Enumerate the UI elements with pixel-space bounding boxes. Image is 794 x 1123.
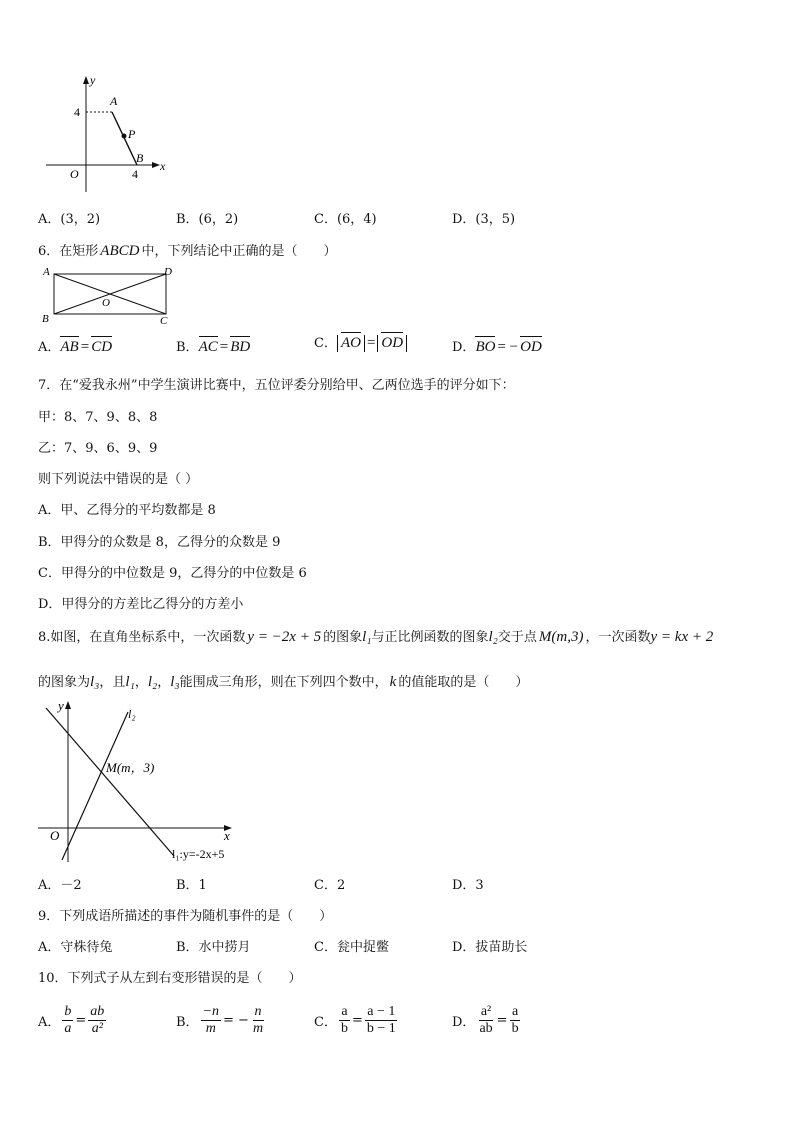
q6-option-d-left: BO	[475, 339, 496, 355]
q10-option-d-d1: ab	[479, 1021, 493, 1036]
q10-option-c[interactable]	[314, 1004, 400, 1037]
q6-option-c-right: OD	[381, 335, 404, 351]
q8-line1-d: 交于点	[497, 630, 537, 645]
q6-option-a-left: AB	[60, 339, 79, 355]
q10-option-a-frac2	[88, 1004, 106, 1037]
q7-question: 则下列说法中错误的是（ ）	[38, 472, 199, 487]
q8-line2-l3b: l₃	[170, 674, 180, 690]
q9-option-d[interactable]: D．拔苗助长	[452, 940, 528, 955]
q8-stem-line1	[38, 626, 713, 646]
q6-stem	[38, 240, 336, 260]
q5-four-y-label: 4	[74, 105, 80, 119]
q10-option-c-frac1	[339, 1004, 350, 1037]
q5-coordinate-figure	[38, 72, 178, 197]
q10-option-c-n2: a − 1	[367, 1004, 396, 1019]
q10-stem: 10．下列式子从左到右变形错误的是（ ）	[38, 971, 302, 986]
q10-option-b-d1: m	[205, 1021, 216, 1036]
q10-option-a-eq: =	[75, 1013, 87, 1028]
q8-line2-l3: l₃	[90, 674, 100, 690]
q6-option-b[interactable]	[176, 336, 250, 356]
q8-line1-l2: l₂	[488, 629, 498, 645]
q6-option-a-label: A．	[38, 340, 61, 355]
q7-option-c[interactable]: C．甲得分的中位数是 9，乙得分的中位数是 6	[38, 566, 307, 581]
q10-option-a-d1: a	[64, 1021, 72, 1036]
q8-line2-a: 的图象为	[38, 675, 91, 690]
q5-option-a[interactable]: A．(3，2)	[38, 212, 101, 227]
q8-function-figure	[34, 698, 244, 866]
q5-x-arrow	[152, 162, 160, 168]
q10-option-b-frac2	[251, 1004, 265, 1037]
q6-label-b: B	[42, 313, 49, 325]
q10-option-a-n1: b	[64, 1004, 72, 1019]
q6-label-a: A	[43, 266, 50, 278]
q6-option-b-right: BD	[230, 339, 251, 355]
q8-line1-l1: l₁	[362, 629, 372, 645]
q10-option-b-n1: −n	[202, 1004, 220, 1019]
q8-line2-l1: l₁	[125, 674, 135, 690]
q6-option-c-right-abs	[377, 335, 407, 352]
q6-option-a-right: CD	[91, 339, 113, 355]
q7-option-d[interactable]: D．甲得分的方差比乙得分的方差小	[38, 597, 244, 612]
q8-origin-label: O	[50, 828, 60, 843]
q10-option-c-n1: a	[341, 1004, 348, 1019]
q8-l2-label: l₂	[128, 707, 136, 721]
q8-l1-label: l₁:y=-2x+5	[172, 847, 225, 861]
q5-four-x-label: 4	[132, 167, 138, 181]
q6-option-c[interactable]	[314, 332, 407, 352]
q10-option-b-label: B．	[176, 1015, 199, 1030]
q8-line-l2	[62, 712, 128, 860]
q7-stem: 7．在“爱我永州”中学生演讲比赛中，五位评委分别给甲、乙两位选手的评分如下：	[38, 378, 515, 393]
q10-option-a-label: A．	[38, 1015, 61, 1030]
q8-line2-c: ，	[134, 675, 148, 690]
q5-origin-label: O	[70, 167, 79, 181]
q10-option-a-d2: a²	[91, 1021, 103, 1036]
q6-option-a[interactable]	[38, 336, 112, 356]
q10-option-d-d2: b	[511, 1021, 519, 1036]
q8-option-d[interactable]: D．3	[452, 878, 484, 893]
q8-line2-b: ，且	[99, 675, 126, 690]
q9-option-b[interactable]: B．水中捞月	[176, 940, 251, 955]
q10-option-a-n2: ab	[90, 1004, 105, 1019]
q8-line1-c: 与正比例函数的图象	[371, 630, 489, 645]
q10-option-b-mid: = −	[223, 1013, 249, 1028]
q10-option-c-frac2	[365, 1004, 398, 1037]
q10-option-c-label: C．	[314, 1015, 337, 1030]
q6-label-d: D	[164, 266, 172, 278]
q6-option-c-label: C．	[314, 336, 337, 351]
q5-option-b[interactable]: B．(6，2)	[176, 212, 239, 227]
q10-option-b[interactable]	[176, 1004, 267, 1037]
q8-line2-l2: l₂	[147, 674, 158, 690]
q6-label-c: C	[160, 315, 168, 326]
q8-line1-a: 8.如图，在直角坐标系中，一次函数	[38, 630, 246, 645]
q8-line2-d: ，	[157, 675, 171, 690]
q10-option-d-eq: =	[496, 1013, 508, 1028]
q6-stem-math: ABCD	[100, 243, 140, 259]
q10-option-c-d2: b − 1	[366, 1021, 396, 1036]
q5-x-label: x	[160, 159, 166, 173]
q10-option-b-frac1	[201, 1004, 221, 1037]
q9-option-c[interactable]: C．瓮中捉鳖	[314, 940, 389, 955]
q6-option-b-left: AC	[198, 339, 218, 355]
q10-option-d-n2: a	[511, 1004, 519, 1019]
q8-line2-e: 能围成三角形，则在下列四个数中，	[179, 675, 388, 690]
q10-option-d-label: D．	[452, 1015, 476, 1030]
q10-option-a[interactable]	[38, 1004, 108, 1037]
q9-option-a[interactable]: A．守株待兔	[38, 940, 113, 955]
q7-option-a[interactable]: A．甲、乙得分的平均数都是 8	[38, 503, 216, 518]
q6-rectangle-figure	[38, 264, 178, 326]
q8-y-arrow	[65, 701, 71, 709]
q10-option-b-d2: m	[252, 1021, 264, 1036]
q5-y-label: y	[90, 73, 96, 87]
q5-option-c[interactable]: C．(6，4)	[314, 212, 377, 227]
q8-line2-k: k	[389, 674, 397, 690]
q8-m-label: M(m，3)	[106, 760, 155, 775]
q8-line2-f: 的值能取的是（ ）	[398, 675, 529, 690]
q5-point-b-label: B	[136, 151, 144, 165]
q10-option-d-n1: a²	[480, 1004, 492, 1019]
q8-option-a[interactable]: A．－2	[38, 878, 82, 893]
q8-option-b[interactable]: B．1	[176, 878, 207, 893]
q8-stem-line2	[38, 671, 528, 691]
q10-option-d[interactable]	[452, 1004, 523, 1037]
q8-line1-b: 的图象	[323, 630, 363, 645]
q10-option-a-frac1	[62, 1004, 73, 1037]
q6-option-c-op: =	[366, 335, 376, 351]
q7-yi-scores: 乙：7、9、6、9、9	[38, 441, 158, 456]
q8-option-c[interactable]: C．2	[314, 878, 346, 893]
q10-option-c-eq: =	[351, 1013, 363, 1028]
q5-point-a-label: A	[110, 94, 118, 108]
q5-option-d[interactable]: D．(3，5)	[452, 212, 516, 227]
q7-jia-scores: 甲：8、7、9、8、8	[38, 410, 158, 425]
q5-point-p-label: P	[128, 127, 136, 141]
q10-option-b-n2: n	[254, 1004, 262, 1019]
q6-label-o: O	[102, 297, 110, 309]
q6-option-b-label: B．	[176, 340, 199, 355]
q6-option-b-op: =	[219, 339, 229, 355]
q6-option-c-left: AO	[340, 335, 361, 351]
q6-option-d-label: D．	[452, 340, 476, 355]
q6-stem-tail-text: 中，下列结论中正确的是（ ）	[141, 244, 337, 259]
q10-option-d-frac1	[477, 1004, 494, 1037]
q6-stem-text: 6．在矩形	[38, 244, 99, 259]
q8-y-label: y	[58, 698, 64, 713]
q6-option-c-left-abs	[337, 335, 365, 352]
q6-option-d-right: OD	[520, 339, 542, 355]
q8-line1-m: M(m,3)	[538, 629, 584, 645]
q8-x-label: x	[224, 828, 230, 843]
q5-y-arrow	[83, 76, 89, 84]
q6-option-d[interactable]	[452, 336, 542, 356]
q10-option-c-d1: b	[340, 1021, 348, 1036]
q8-line1-e: ，一次函数	[585, 630, 651, 645]
q6-option-a-op: =	[80, 339, 90, 355]
q8-line-l1	[46, 708, 174, 856]
q10-option-d-frac2	[510, 1004, 521, 1037]
q8-line1-f2: y = kx + 2	[650, 629, 714, 645]
q7-option-b[interactable]: B．甲得分的众数是 8，乙得分的众数是 9	[38, 535, 281, 550]
q8-line1-f1: y = −2x + 5	[247, 629, 322, 645]
q9-stem: 9．下列成语所描述的事件为随机事件的是（ ）	[38, 909, 333, 924]
q5-point-p	[122, 134, 127, 139]
q6-option-d-op: = −	[497, 339, 519, 355]
